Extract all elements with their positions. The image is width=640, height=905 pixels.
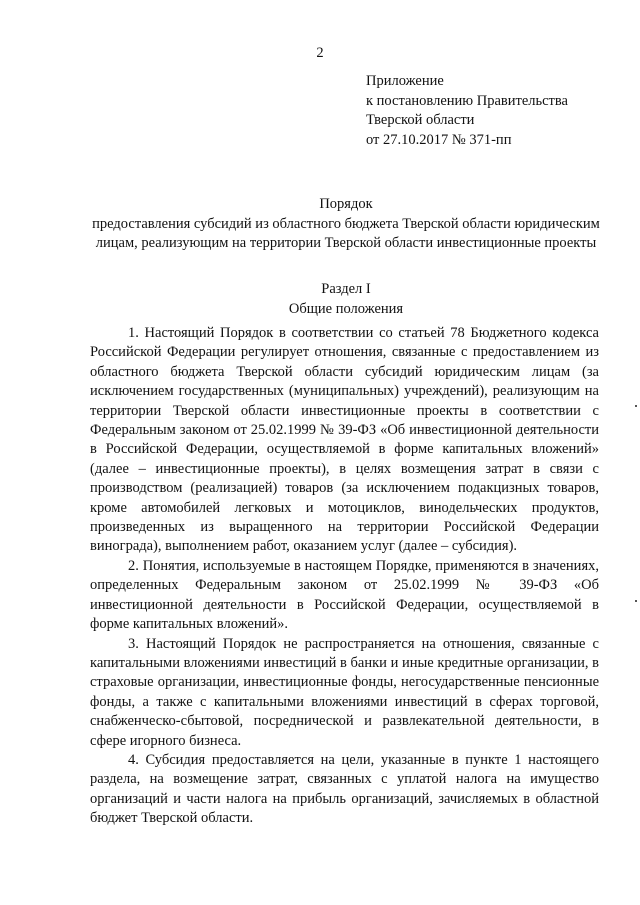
appendix-line: Тверской области <box>366 112 475 128</box>
document-title <box>90 195 602 254</box>
scan-mark <box>635 405 637 407</box>
appendix-line: от 27.10.2017 № 371-пп <box>366 131 512 148</box>
document-body <box>90 324 599 829</box>
page-number: 2 <box>316 45 324 61</box>
appendix-line: к постановлению Правительства <box>366 92 568 109</box>
scan-mark <box>635 600 637 602</box>
title-subtitle: предоставления субсидий из областного бюджета Тверской области юридическим лицам, реализующим на территории Тверской области инвестиционные проекты <box>92 215 600 251</box>
appendix-block <box>366 72 616 150</box>
paragraph: 3. Настоящий Порядок не распространяется на отношения, связанные с капитальными вложениями инвестиций в банки и иные кредитные организации, в страховые организации, инвестиционные фонды, негосударственные пенсионные фонды, а также с капитальными вложениями инвестиций в сферах торговой, снабженческо-сбытовой, посреднической и развлекательной деятельности, в сфере игорного бизнеса. <box>90 635 599 749</box>
paragraph: 1. Настоящий Порядок в соответствии со статьей 78 Бюджетного кодекса Российской Федерации регулирует отношения, связанные с предоставлением из областного бюджета Тверской области субсидий юридическим лицам (за исключением государственных (муниципальных) учреждений), реализующим на территории Тверской области инвестиционные проекты в соответствии с Федеральным законом от 25.02.1999 № 39-ФЗ «Об инвестиционной деятельности в Российской Федерации, осуществляемой в форме капитальных вложений» (далее – инвестиционные проекты), в целях возмещения затрат в связи с производством (реализацией) товаров (за исключением подакцизных товаров, кроме автомобилей легковых и мотоциклов, винодельческих продуктов, произведенных из выращенного на территории Российской Федерации винограда), выполнением работ, оказанием услуг (далее – субсидия). <box>90 325 599 555</box>
section-number: Раздел I <box>321 281 371 297</box>
appendix-line: Приложение <box>366 73 444 89</box>
paragraph: 2. Понятия, используемые в настоящем Порядке, применяются в значениях, определенных Федеральным законом от 25.02.1999 № 39-ФЗ «Об инвестиционной деятельности в Российской Федерации, осуществляемой в форме капитальных вложений». <box>90 557 599 633</box>
section-name: Общие положения <box>288 300 404 317</box>
section-heading <box>90 280 602 319</box>
paragraph: 4. Субсидия предоставляется на цели, указанные в пункте 1 настоящего раздела, на возмещение затрат, связанных с уплатой налога на имущество организаций и части налога на прибыль организаций, зачисляемых в областной бюджет Тверской области. <box>90 751 599 827</box>
title-line: Порядок <box>319 196 373 212</box>
